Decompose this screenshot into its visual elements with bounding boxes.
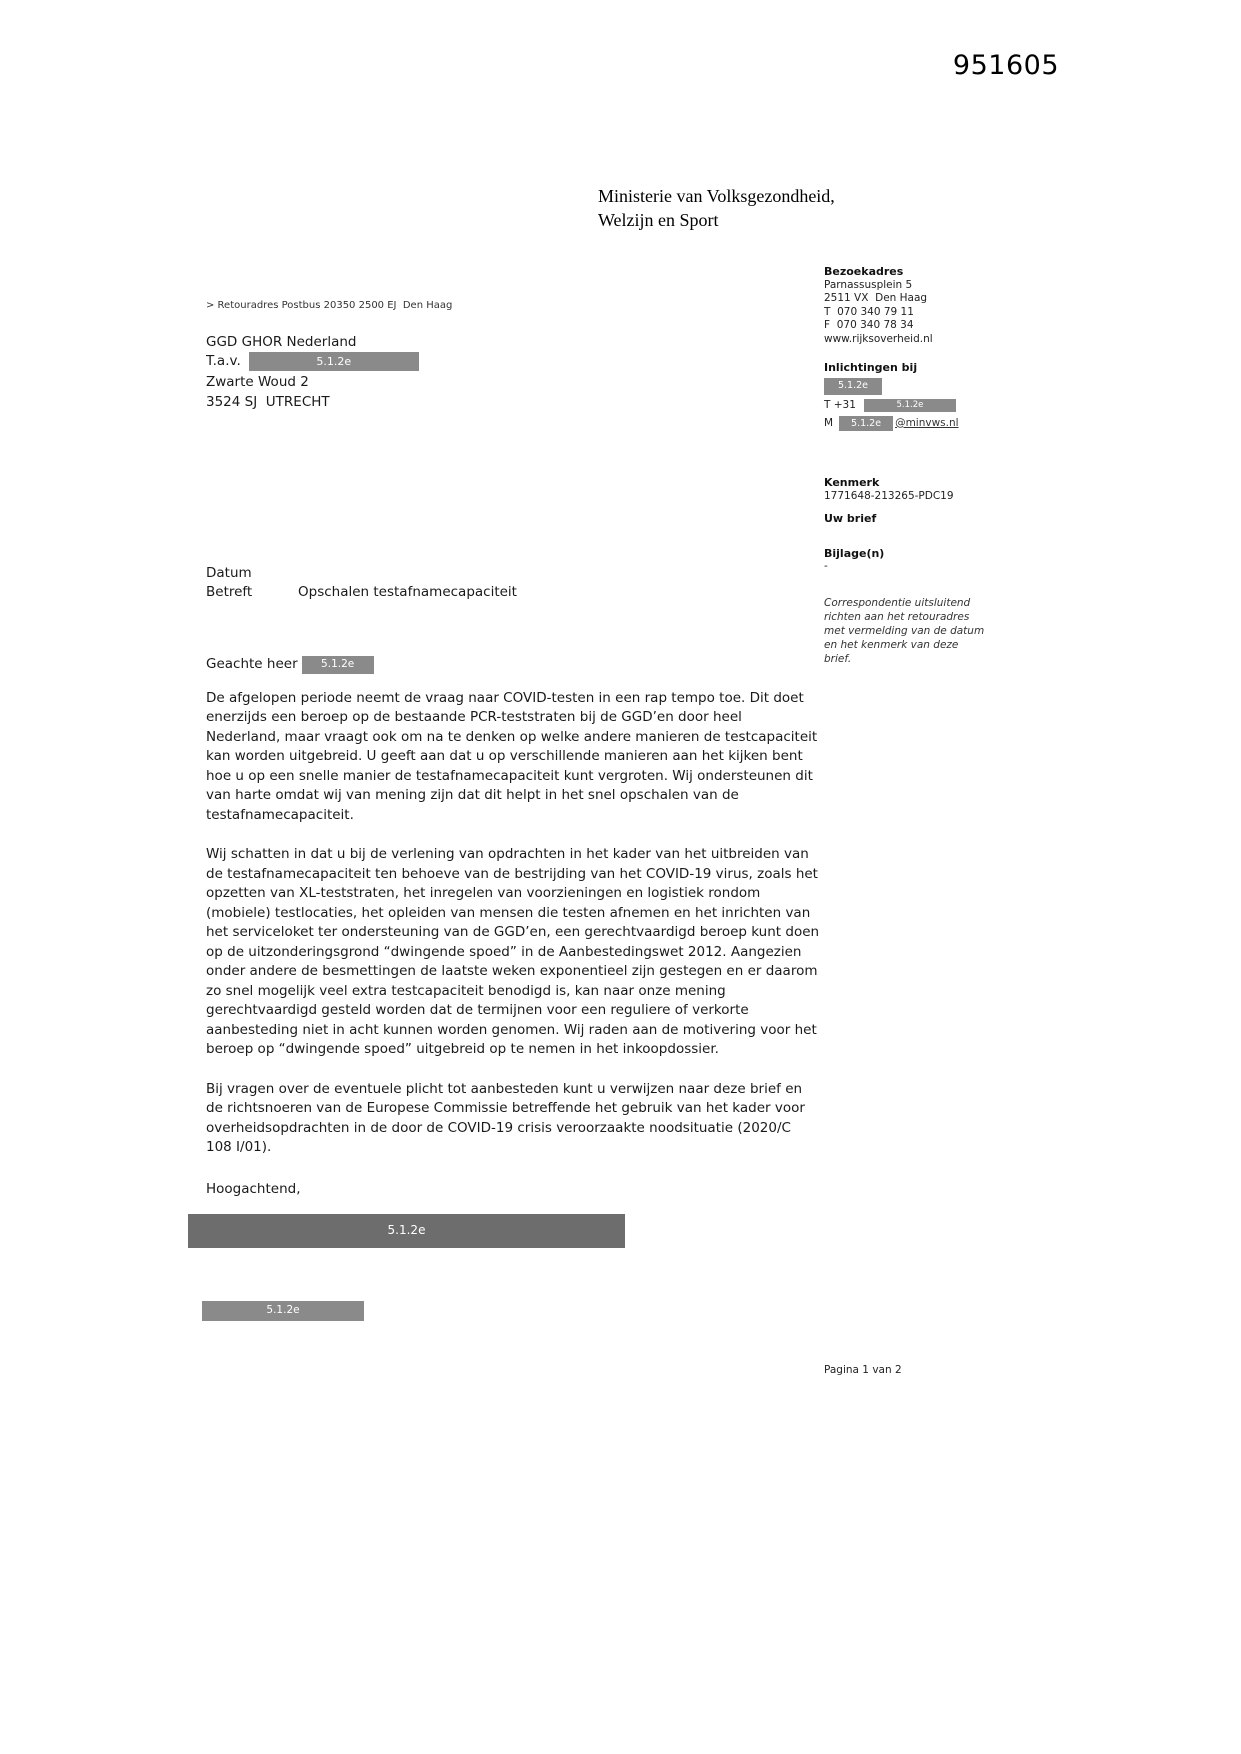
closing-text: Hoogachtend, (206, 1180, 301, 1197)
letter-paragraph: De afgelopen periode neemt de vraag naar COVID-testen in een rap tempo toe. Dit doet enerzijds een beroep op de bestaande PCR-teststraten bij de GGD’en door heel Nederland, maar vraagt ook om na te denken op welke andere manieren de testcapaciteit kan worden uitgebreid. U geeft aan dat u op verschillende manieren aan het kijken bent hoe u op een snelle manier de testafnamecapaciteit kunt vergroten. Wij ondersteunen dit van harte omdat wij van mening zijn dat dit helpt in het snel opschalen van de testafnamecapaciteit. (206, 689, 818, 823)
reference-label: Kenmerk (824, 476, 880, 489)
date-label: Datum (206, 564, 252, 581)
website-url: www.rijksoverheid.nl (824, 332, 933, 345)
correspondence-note: Correspondentie uitsluitend richten aan het retouradres met vermelding van de datum en het kenmerk van deze brief. (824, 596, 985, 665)
ministry-line-1: Ministerie van Volksgezondheid, (598, 186, 835, 206)
redaction-box-signature: 5.1.2e (188, 1214, 625, 1248)
visit-address-label: Bezoekadres (824, 265, 904, 278)
salutation-row (206, 655, 820, 675)
your-letter-label: Uw brief (824, 512, 877, 525)
redaction-box-email: 5.1.2e (839, 416, 893, 431)
redaction-box-signer-name: 5.1.2e (202, 1301, 364, 1321)
letter-meta (206, 564, 820, 602)
ministry-line-2: Welzijn en Sport (598, 210, 719, 230)
redaction-box-phone: 5.1.2e (864, 399, 956, 412)
contact-label: Inlichtingen bij (824, 361, 918, 374)
visit-address-phone: T 070 340 79 11 (824, 305, 914, 318)
info-sidebar (824, 265, 1004, 666)
visit-address-line: 2511 VX Den Haag (824, 292, 928, 304)
redaction-box-attn: 5.1.2e (249, 352, 419, 371)
page-indicator: Pagina 1 van 2 (824, 1364, 902, 1376)
subject-value: Opschalen testafnamecapaciteit (298, 583, 517, 600)
letter-paragraph: Bij vragen over de eventuele plicht tot aanbesteden kunt u verwijzen naar deze brief en de richtsnoeren van de Europese Commissie betreffende het gebruik van het kader voor overheidsopdrachten in de door de COVID-19 crisis veroorzaakte noodsituatie (2020/C 108 I/01). (206, 1080, 805, 1155)
recipient-attn-row (206, 352, 820, 372)
phone-row (824, 399, 1004, 413)
document-number: 951605 (952, 50, 1059, 81)
ministry-wordmark (598, 184, 835, 232)
attn-label: T.a.v. (206, 352, 241, 369)
recipient-organization: GGD GHOR Nederland (206, 333, 357, 350)
salutation-text: Geachte heer (206, 655, 298, 672)
reference-value: 1771648-213265-PDC19 (824, 489, 954, 502)
redaction-box-salutation: 5.1.2e (302, 656, 374, 674)
date-row (206, 564, 820, 583)
letter-body (206, 296, 820, 1321)
mobile-prefix: M (824, 416, 834, 429)
subject-row (206, 583, 820, 602)
attachments-label: Bijlage(n) (824, 546, 885, 560)
email-row (824, 416, 1004, 431)
return-address-line: > Retouradres Postbus 20350 2500 EJ Den Haag (206, 300, 453, 311)
subject-label: Betreft (206, 583, 253, 600)
recipient-postal-city: 3524 SJ UTRECHT (206, 393, 330, 410)
contact-redaction-row (824, 378, 1004, 395)
attachments-value: - (824, 560, 828, 572)
recipient-street: Zwarte Woud 2 (206, 373, 309, 390)
visit-address-line: Parnassusplein 5 (824, 278, 913, 291)
visit-address-fax: F 070 340 78 34 (824, 319, 914, 331)
email-domain-link[interactable]: @minvws.nl (895, 416, 959, 429)
phone-prefix: T +31 (824, 398, 856, 411)
redaction-box-contact: 5.1.2e (824, 378, 882, 395)
letter-paragraph: Wij schatten in dat u bij de verlening van opdrachten in het kader van het uitbreiden van de testafnamecapaciteit ten behoeve van de bestrijding van het COVID-19 virus, zoals het opzetten van XL-teststraten, het inregelen van voorzieningen en logistiek rondom (mobiele) testlocaties, het opleiden van mensen die testen afnemen en het inrichten van het serviceloket ter ondersteuning van de GGD’en, een gerechtvaardigd beroep kunt doen op de uitzonderingsgrond “dwingende spoed” in de Aanbestedingswet 2012. Aangezien onder andere de besmettingen de laatste weken exponentieel zijn gestegen en er daarom zo snel mogelijk veel extra testcapaciteit benodigd is, kan naar onze mening gerechtvaardigd gesteld worden dat de termijnen voor een reguliere of verkorte aanbesteding niet in acht kunnen worden genomen. Wij raden aan de motivering voor het beroep op “dwingende spoed” uitgebreid op te nemen in het inkoopdossier. (206, 846, 820, 1057)
